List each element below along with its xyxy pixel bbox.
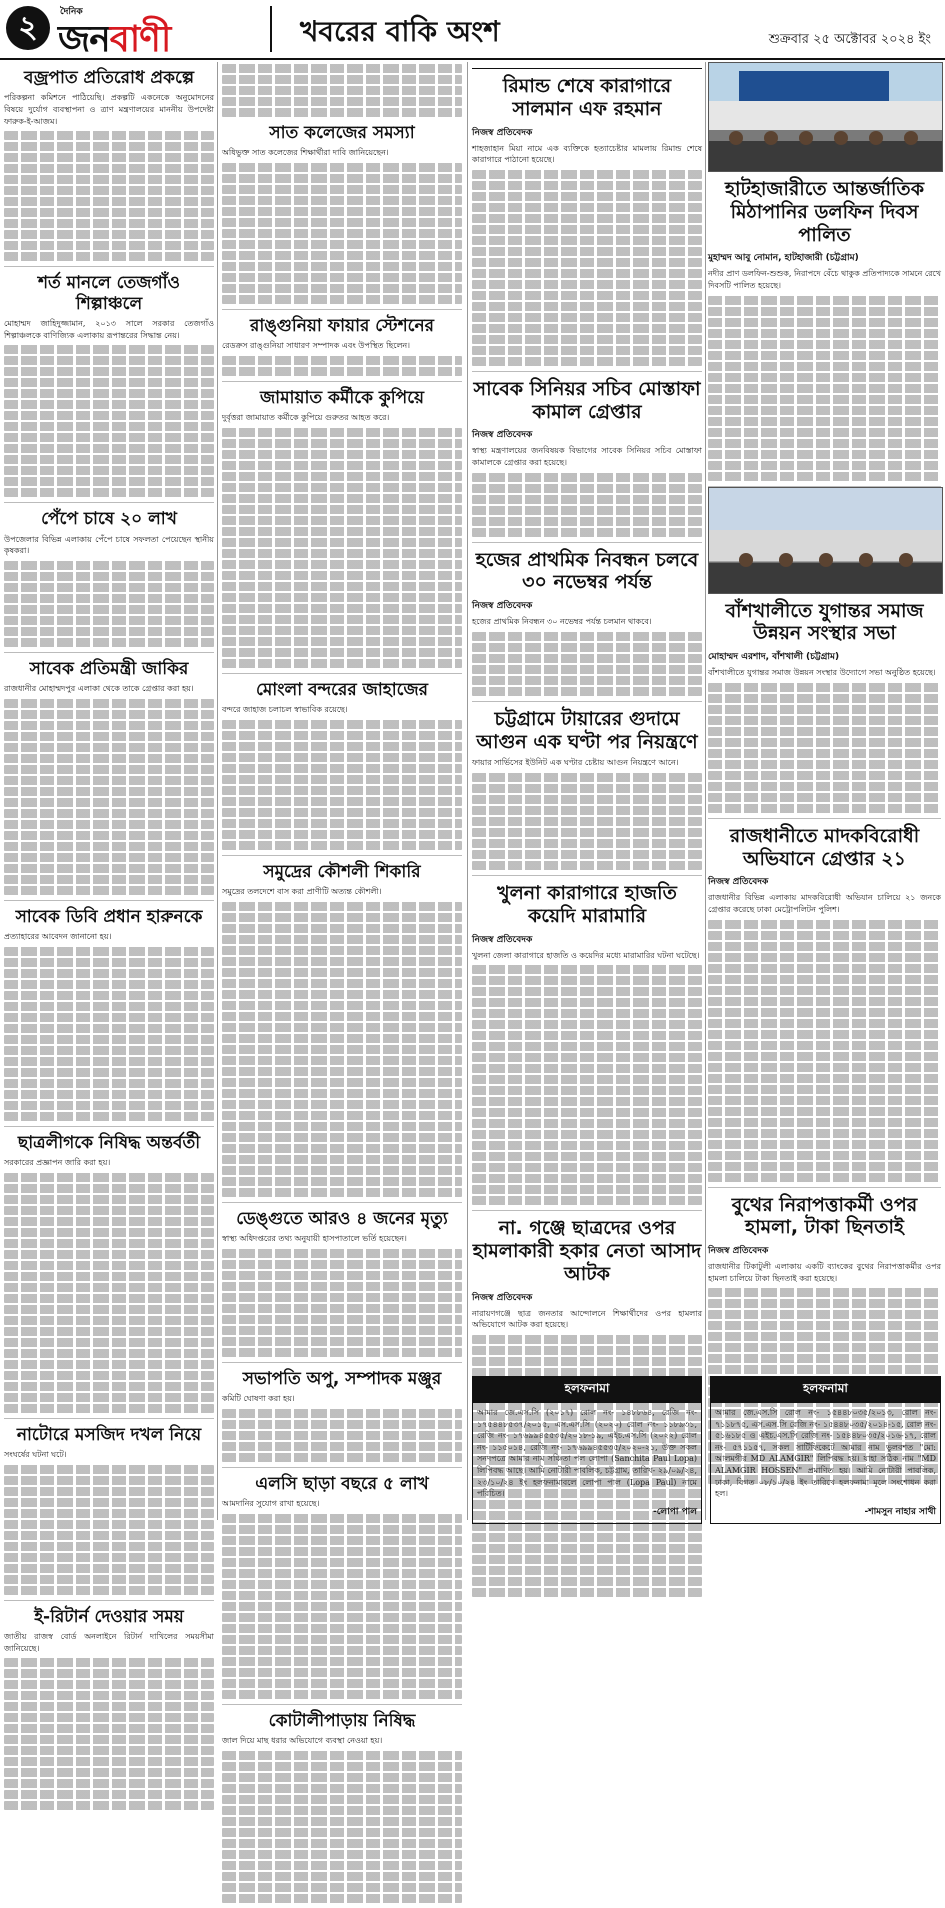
article [222,1369,462,1468]
article-body: রাজধানীর বিভিন্ন এলাকায় মাদকবিরোধী অভিযান চালিয়ে ২১ জনকে গ্রেপ্তার করেছে ঢাকা মেট্রোপলিটন পুলিশ। [708,893,941,914]
article-headline: কোটালীপাড়ায় নিষিদ্ধ [268,1710,416,1731]
article [4,1607,214,1816]
article-headline: ছাত্রলীগকে নিষিদ্ধ অন্তর্বর্তী [17,1132,201,1153]
article-body: সংঘর্ষের ঘটনা ঘটে। [4,1450,67,1460]
article-headline: সাবেক প্রতিমন্ত্রী জাকির [29,658,189,679]
article-body: দুর্বৃত্তরা জামায়াত কর্মীকে কুপিয়ে গুরুতর আহত করে। [222,413,390,423]
article-headline: সমুদ্রের কৌশলী শিকারি [263,861,421,882]
article-body: ফায়ার সার্ভিসের ইউনিট এক ঘণ্টার চেষ্টায় আগুন নিয়ন্ত্রণে আনে। [472,758,679,768]
article-headline: সভাপতি অপু, সম্পাদক মঞ্জুর [242,1368,442,1389]
article-body: জাতীয় রাজস্ব বোর্ড অনলাইনে রিটার্ন দাখিলের সময়সীমা জানিয়েছে। [4,1632,214,1653]
article-body: বাঁশখালীতে যুগান্তর সমাজ উন্নয়ন সংস্থার উদ্যোগে সভা অনুষ্ঠিত হয়েছে। [708,668,936,678]
article-headline: মোংলা বন্দরের জাহাজের [255,679,429,700]
byline: নিজস্ব প্রতিবেদক [472,1292,533,1303]
dolphin-day-photo [708,62,943,172]
article-body: হজের প্রাথমিক নিবন্ধন ৩০ নভেম্বর পর্যন্ত চলমান থাকবে। [472,617,652,627]
affidavit-notice [472,1376,702,1524]
logo-prefix: দৈনিক [60,7,83,17]
article-body: শাহজাহান মিয়া নামে এক ব্যক্তিকে হত্যাচেষ্টার মামলায় রিমান্ড শেষে কারাগারে পাঠানো হয়েছে। [472,143,702,165]
article-body: বন্দরে জাহাজ চলাচল স্বাভাবিক রয়েছে। [222,705,348,715]
logo-wordmark: জনবাণী [58,19,171,60]
byline: মুহাম্মদ আবু নোমান, হাটহাজারী (চট্টগ্রাম) [708,253,859,264]
article-headline: বুথের নিরাপত্তাকর্মী ওপর হামলা, টাকা ছিনতাই [731,1193,918,1239]
article-body: নারায়ণগঞ্জে ছাত্র জনতার আন্দোলনে শিক্ষার্থীদের ওপর হামলার অভিযোগে আটক করা হয়েছে। [472,1308,702,1330]
column-rule [467,62,468,1520]
article-headline: রাঙ্গুনিয়া ফায়ার স্টেশনের [250,315,434,336]
article [4,68,214,267]
article-headline: পেঁপে চাষে ২০ লাখ [41,509,177,530]
column-4 [708,62,941,1287]
article-headline: বাঁশখালীতে যুগান্তর সমাজ উন্নয়ন সংস্থার সভা [725,599,924,645]
notice-text: আমার জে.এস.সি রোল নং- ১৫৪৪৮০৩৫/২০১৩, রোল নং- ৭১১৮৭৫, এস.এস.সি রেজি নং- ১৫৪৪৮০৩৫/২০১৪-১৫, রোল নং- ৫১৬১৮৫ ও এইচ.এস.সি রেজি নং- ১৫৪৪৮০৩৫/২০১৬-১৭, রোল নং- ৫৭১১৫৭, সকল সার্টিফিকেটে আমার নাম ভুলবশত "মো: আলমগীর MD ALAMGIR" লিপিবদ্ধ হয়। যাহা সঠিক নাম "MD ALAMGIR HOSSEN" প্রমাণিত হয়। আমি নোটারী পাবলিক, ঢাকা, বিগত ০৮/১০/২৪ ইং তারিখে হলফনামা মূলে সংশোধন করা হল। [715,1408,936,1499]
article-body: নদীর প্রাণ ডলফিন-শুশুক, নিরাপদে বেঁচে থাকুক প্রতিপাদ্যকে সামনে রেখে দিবসটি পালিত হয়েছে। [708,269,941,290]
article [4,273,214,503]
byline: মোহাম্মদ এরশাদ, বাঁশখালী (চট্টগ্রাম) [708,652,840,663]
column-1 [4,62,214,1653]
article-headline: রিমান্ড শেষে কারাগারে সালমান এফ রহমান [472,68,702,121]
article-body: পরিকল্পনা কমিশনে পাঠিয়েছি। প্রকল্পটি একনেকে অনুমোদনের বিষয়ে দুর্যোগ ব্যবস্থাপনা ও ত্রাণ মন্ত্রণালয়ের মাননীয় উপদেষ্টা ফারুক-ই-আজম। [4,93,214,126]
article-body: মোহাম্মদ জাহিদুজ্জামান, ২০১৩ সালে সরকার তেজগাঁও শিল্পাঞ্চলকে বাণিজ্যিক এলাকায় রূপান্তরের সিদ্ধান্ত নেয়। [4,318,214,340]
article [4,659,214,901]
article-headline: খুলনা কারাগারে হাজতি কয়েদি মারামারি [497,881,677,927]
article-headline: হজের প্রাথমিক নিবন্ধন চলবে ৩০ নভেম্বর পর্যন্ত [475,548,699,594]
article-body: রেডক্রস রাঙ্গুনিয়া সাধারণ সম্পাদক এবং উপস্থিত ছিলেন। [222,341,411,351]
article-body: জাল দিয়ে মাছ ধরার অভিযোগে ব্যবস্থা নেওয়া হয়। [222,1736,383,1746]
article-body: উপজেলার বিভিন্ন এলাকায় পেঁপে চাষে সফলতা পেয়েছেন স্থানীয় কৃষকরা। [4,534,214,556]
article [472,68,702,372]
article [472,708,702,876]
article-headline: শর্ত মানলে তেজগাঁও শিল্পাঞ্চলে [37,273,181,314]
article-headline: না. গঞ্জে ছাত্রদের ওপর হামলাকারী হকার নেতা আসাদ আটক [472,1217,702,1285]
article [222,1209,462,1363]
byline: নিজস্ব প্রতিবেদক [472,127,533,138]
article-body: রাজধানীর মোহাম্মদপুর এলাকা থেকে তাকে গ্রেপ্তার করা হয়। [4,684,194,694]
article-body: প্রত্যাহারের আবেদন জানানো হয়। [4,932,112,942]
article-headline: সাবেক সিনিয়র সচিব মোস্তাফা কামাল গ্রেপ্তার [473,377,701,423]
newspaper-logo [58,6,263,60]
byline: নিজস্ব প্রতিবেদক [708,877,769,888]
article [4,1133,214,1419]
notice-signature: -লোপা পাল [653,1506,697,1517]
article [222,388,462,674]
byline: নিজস্ব প্রতিবেদক [472,601,533,612]
column-2 [222,62,462,1746]
notice-signature: -শামসুন নাহার সাথী [864,1506,936,1517]
masthead-divider [270,6,272,52]
article [4,509,214,653]
article-body: স্বাস্থ্য অধিদপ্তরের তথ্য অনুযায়ী হাসপাতালে ভর্তি হয়েছেন। [222,1234,407,1244]
article-headline: রাজধানীতে মাদকবিরোধী অভিযানে গ্রেপ্তার ২১ [729,824,920,870]
affidavit-notice [710,1376,941,1524]
article-headline: সাবেক ডিবি প্রধান হারুনকে [15,906,203,927]
notice-text: আমার জে.এস.সি (২০১৭) রোল নং- ১৪৮৮৬৪, রেজি নং- ১৭৫৪৪৮৫৩৭/২০১৫, এস.এস.সি (২০২০) রোল নং- ১১৮৯৩১, রেজি নং- ১৭৬৯৯৪৫৫৩৫/২০১৮-১৯, এইচ.এস.সি (২০২২) রোল নং- ১১৫০১৪, রেজি নং- ১৭৬৯৯৪৫৫৩৫/২০২০-২১, উক্ত সকল সনদপত্রে আমার নাম সঞ্চিতা পল লোপা (Sanchita Paul Lopa) লিপিবদ্ধ আছে। আমি নোটারী পাবলিক, চট্টগ্রাম, তারিখ- ২৯/০৯/২৪, ২৩/১০/২৪ ইং হলফনামাবলে লোপা পাল (Lopa Paul) নামে পরিচিত। [477,1408,697,1499]
article-body: আমদানির সুযোগ রাখা হয়েছে। [222,1499,320,1509]
notice-title: হলফনামা [473,1377,701,1403]
article-body: স্বাস্থ্য মন্ত্রণালয়ের জনবিষয়ক বিভাগের সাবেক সিনিয়র সচিব মোস্তাফা কামালকে গ্রেপ্তার করা হয়েছে। [472,446,702,467]
article-body: সরকারের প্রজ্ঞাপন জারি করা হয়। [4,1158,111,1168]
article-body: সমুদ্রের তলদেশে বাস করা প্রাণীটি অত্যন্ত কৌশলী। [222,887,382,897]
article [472,882,702,1211]
article-headline: নাটোরে মসজিদ দখল নিয়ে [16,1424,202,1445]
article [222,680,462,856]
article-body: অধিভুক্ত সাত কলেজের শিক্ষার্থীরা দাবি জানিয়েছেন। [222,148,389,158]
article-headline: জামায়াত কর্মীকে কুপিয়ে [259,387,425,408]
article [222,862,462,1203]
article-headline: হাটহাজারীতে আন্তর্জাতিক মিঠাপানির ডলফিন দিবস পালিত [725,178,924,246]
article-body: খুলনা জেলা কারাগারে হাজতি ও কয়েদির মধ্যে মারামারির ঘটনা ঘটেছে। [472,950,700,960]
article-headline: সাত কলেজের সমস্যা [269,123,415,143]
article-headline: চট্টগ্রামে টায়ারের গুদামে আগুন এক ঘণ্টা পর নিয়ন্ত্রণে [476,707,698,753]
meeting-photo [708,487,943,594]
article-headline: এলসি ছাড়া বছরে ৫ লাখ [255,1473,429,1494]
article [4,907,214,1127]
notice-title: হলফনামা [711,1377,940,1403]
article [708,178,941,487]
affidavit-notices [472,1290,941,1520]
byline: নিজস্ব প্রতিবেদক [472,934,533,945]
section-title: খবরের বাকি অংশ [300,15,500,48]
issue-date: শুক্রবার ২৫ অক্টোবর ২০২৪ ইং [768,32,931,47]
article [222,1474,462,1705]
column-rule [217,62,218,1520]
article-headline: বজ্রপাত প্রতিরোধ প্রকল্পে [24,68,194,88]
article [708,600,941,819]
byline: নিজস্ব প্রতিবেদক [708,1246,769,1257]
article-headline: ই-রিটার্ন দেওয়ার সময় [34,1606,184,1627]
masthead [0,0,945,60]
column-3 [472,62,702,1330]
article [222,123,462,310]
article [222,316,462,382]
article [4,1425,214,1601]
article-headline: ডেঙ্গুতে আরও ৪ জনের মৃত্যু [236,1208,448,1229]
article [472,378,702,543]
article-body: কমিটি ঘোষণা করা হয়। [222,1394,295,1404]
article [472,549,702,702]
byline: নিজস্ব প্রতিবেদক [472,430,533,441]
article [222,1711,462,1908]
article [708,825,941,1188]
article-body: রাজধানীর টিকাটুলী এলাকায় একটি ব্যাংকের বুথের নিরাপত্তাকর্মীর ওপর হামলা চালিয়ে টাকা ছিনতাই করা হয়েছে। [708,1262,941,1283]
page-number: ২ [6,6,50,50]
